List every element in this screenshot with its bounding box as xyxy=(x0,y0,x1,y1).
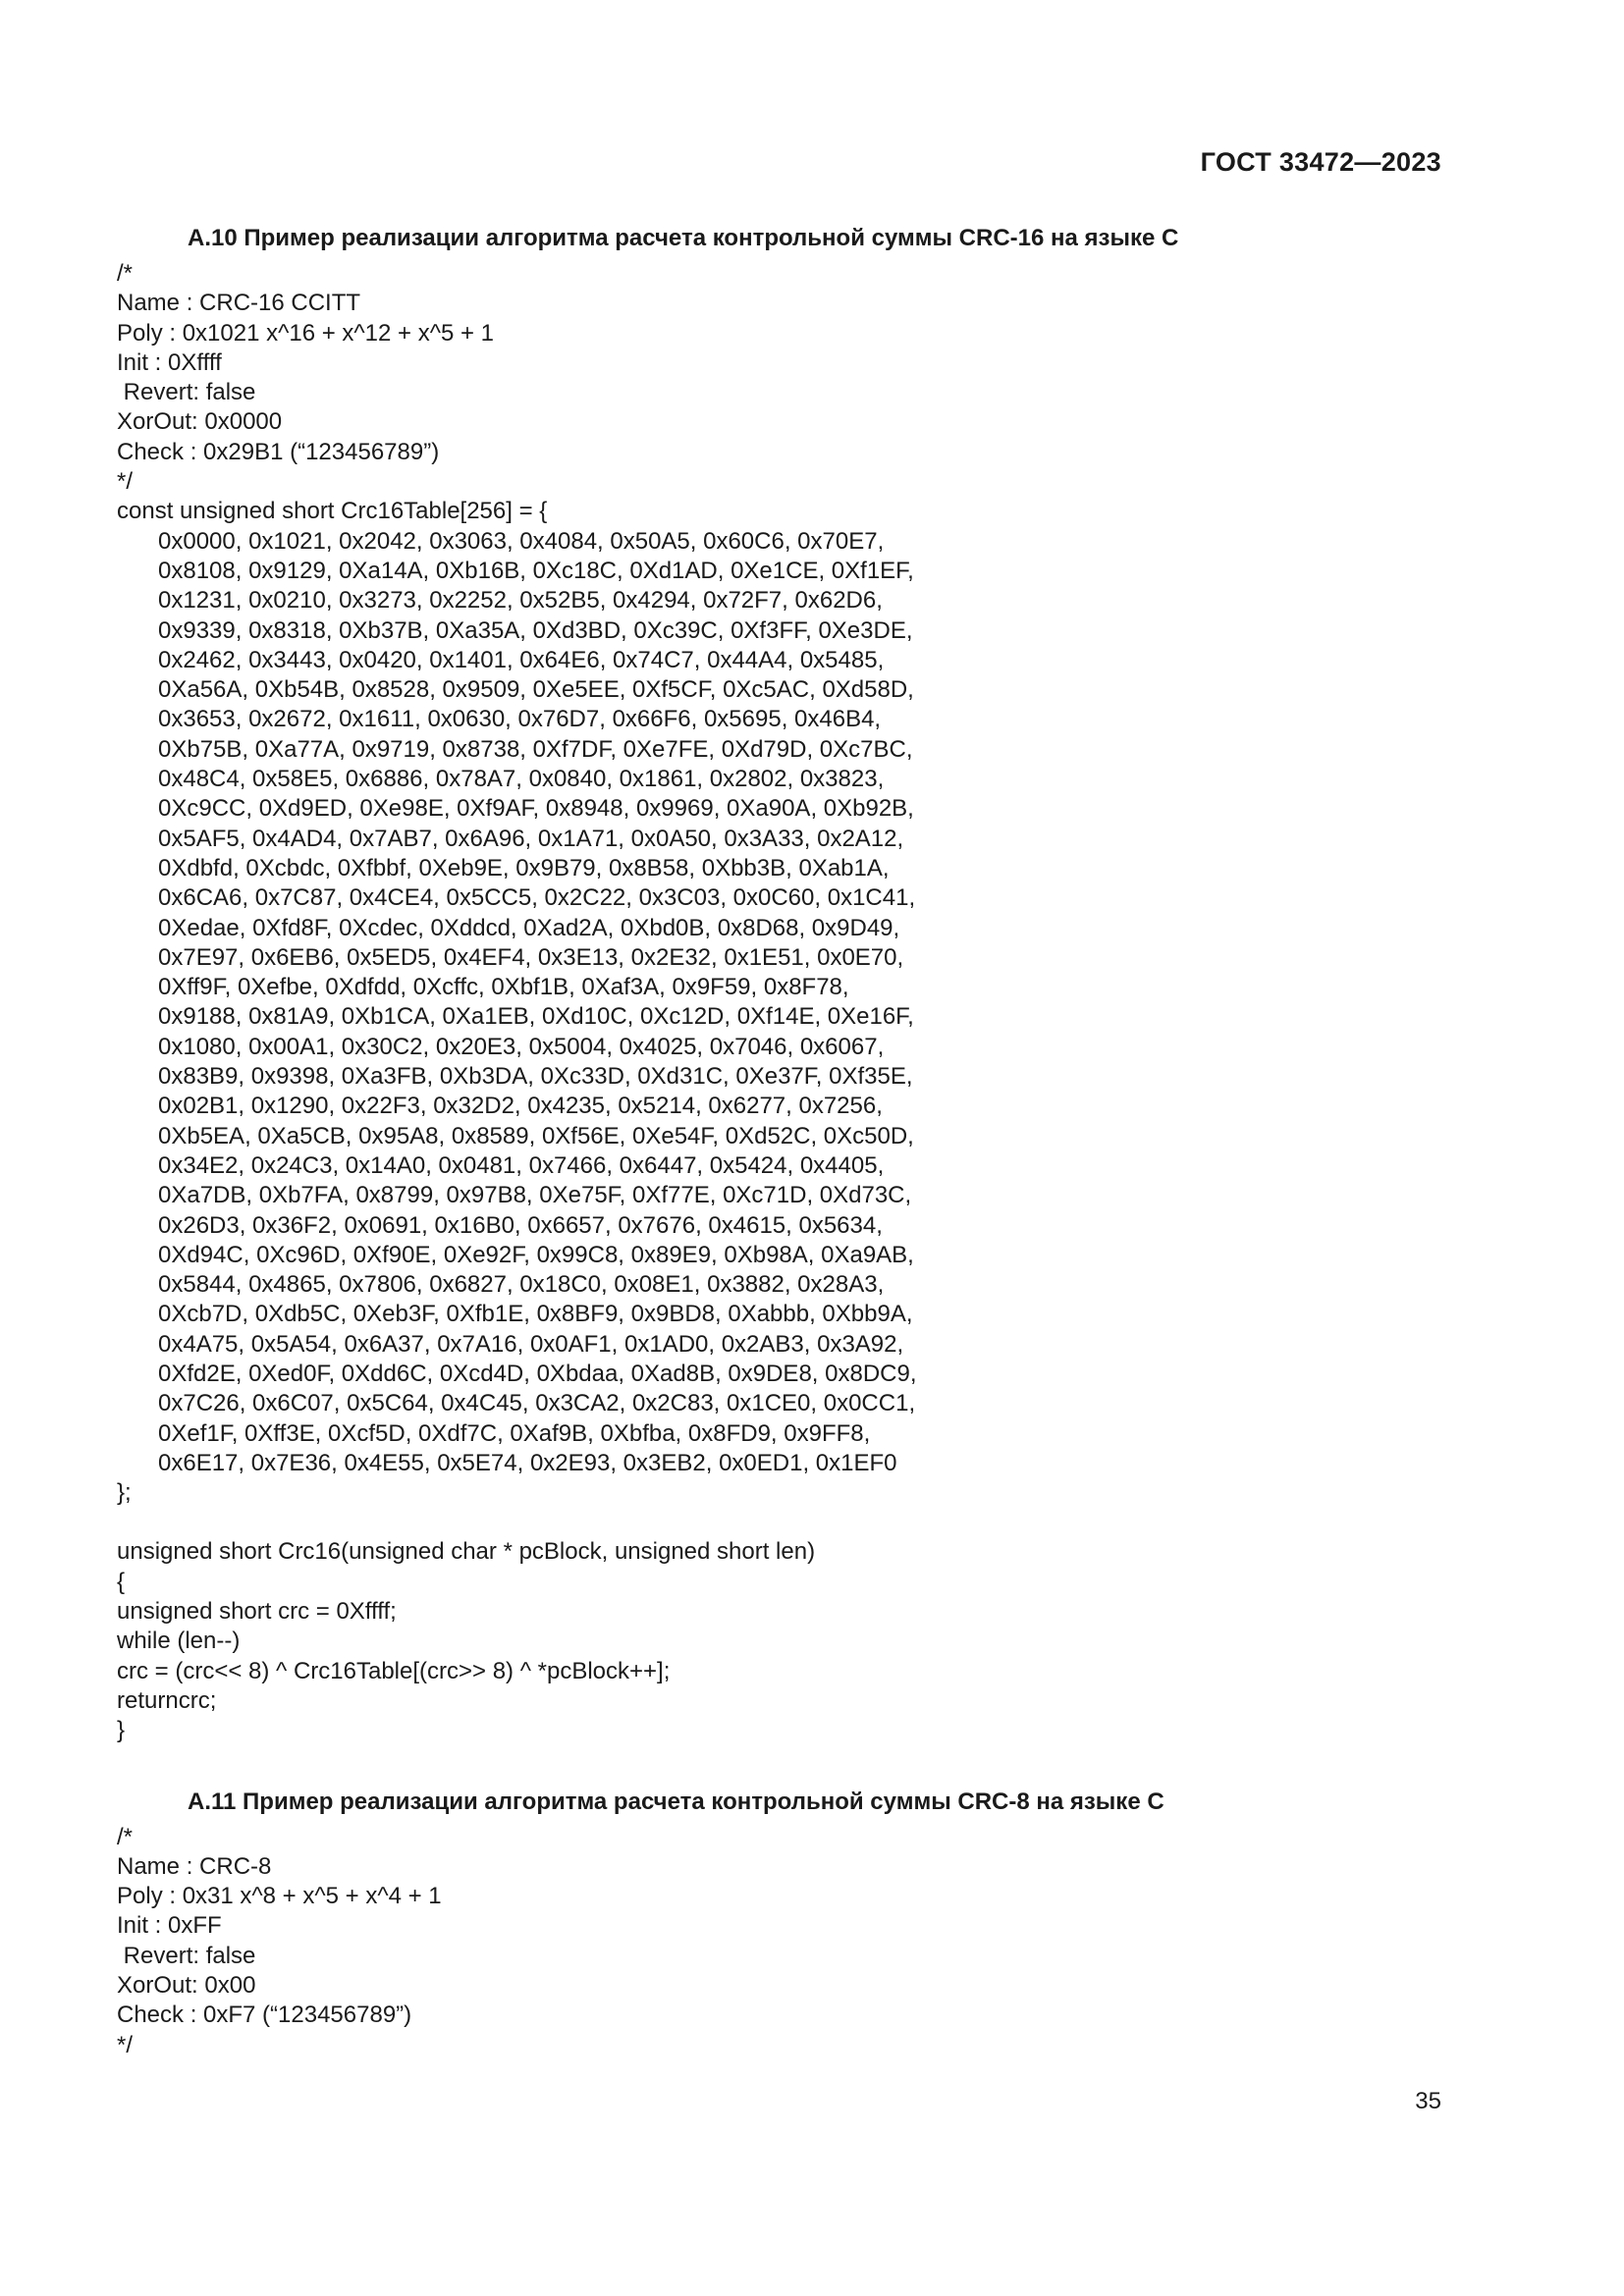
table-row: 0x2462, 0x3443, 0x0420, 0x1401, 0x64E6, 0x74C7, 0x44A4, 0x5485, xyxy=(158,646,885,673)
table-row: 0x1231, 0x0210, 0x3273, 0x2252, 0x52B5, 0x4294, 0x72F7, 0x62D6, xyxy=(158,587,883,614)
section-a11-title: А.11 Пример реализации алгоритма расчета контрольной суммы CRC-8 на языке С xyxy=(188,1788,1164,1815)
code-line: { xyxy=(117,1568,126,1595)
code-comment-line: XorOut: 0x0000 xyxy=(117,408,283,436)
table-row: 0x9339, 0x8318, 0Xb37B, 0Xa35A, 0Xd3BD, 0Xc39C, 0Xf3FF, 0Xe3DE, xyxy=(158,616,913,644)
code-line: unsigned short crc = 0Xffff; xyxy=(117,1598,397,1626)
table-row: 0x26D3, 0x36F2, 0x0691, 0x16B0, 0x6657, 0x7676, 0x4615, 0x5634, xyxy=(158,1211,883,1239)
code-comment-line: Poly : 0x31 x^8 + x^5 + x^4 + 1 xyxy=(117,1883,442,1910)
table-row: 0Xef1F, 0Xff3E, 0Xcf5D, 0Xdf7C, 0Xaf9B, 0Xbfba, 0x8FD9, 0x9FF8, xyxy=(158,1419,871,1447)
table-row: 0Xfd2E, 0Xed0F, 0Xdd6C, 0Xcd4D, 0Xbdaa, 0Xad8B, 0x9DE8, 0x8DC9, xyxy=(158,1360,917,1387)
code-comment-line: Revert: false xyxy=(117,379,256,406)
code-comment-line: Revert: false xyxy=(117,1942,256,1969)
section-a10-title: А.10 Пример реализации алгоритма расчета контрольной суммы CRC-16 на языке С xyxy=(188,225,1179,251)
table-row: 0Xdbfd, 0Xcbdc, 0Xfbbf, 0Xeb9E, 0x9B79, 0x8B58, 0Xbb3B, 0Xab1A, xyxy=(158,854,890,881)
code-comment-line: Init : 0Xffff xyxy=(117,348,222,376)
spacer xyxy=(117,1746,1472,1788)
table-row: 0x1080, 0x00A1, 0x30C2, 0x20E3, 0x5004, 0x4025, 0x7046, 0x6067, xyxy=(158,1033,885,1060)
crc16-table-rows xyxy=(117,527,1472,1479)
table-row: 0x5844, 0x4865, 0x7806, 0x6827, 0x18C0, 0x08E1, 0x3882, 0x28A3, xyxy=(158,1271,885,1299)
code-comment-line: Check : 0xF7 (“123456789”) xyxy=(117,2002,412,2029)
table-row: 0x6CA6, 0x7C87, 0x4CE4, 0x5CC5, 0x2C22, 0x3C03, 0x0C60, 0x1C41, xyxy=(158,884,916,912)
table-row: 0x3653, 0x2672, 0x1611, 0x0630, 0x76D7, 0x66F6, 0x5695, 0x46B4, xyxy=(158,706,882,733)
table-row: 0Xff9F, 0Xefbe, 0Xdfdd, 0Xcffc, 0Xbf1B, 0Xaf3A, 0x9F59, 0x8F78, xyxy=(158,974,849,1001)
table-row: 0x9188, 0x81A9, 0Xb1CA, 0Xa1EB, 0Xd10C, 0Xc12D, 0Xf14E, 0Xe16F, xyxy=(158,1003,914,1031)
table-row: 0x5AF5, 0x4AD4, 0x7AB7, 0x6A96, 0x1A71, 0x0A50, 0x3A33, 0x2A12, xyxy=(158,825,904,852)
page-number: 35 xyxy=(1415,2088,1441,2114)
code-comment-line: */ xyxy=(117,468,134,496)
table-row: 0x7E97, 0x6EB6, 0x5ED5, 0x4EF4, 0x3E13, 0x2E32, 0x1E51, 0x0E70, xyxy=(158,943,904,971)
table-row: 0x8108, 0x9129, 0Xa14A, 0Xb16B, 0Xc18C, 0Xd1AD, 0Xe1CE, 0Xf1EF, xyxy=(158,557,914,584)
page-content xyxy=(117,224,1472,2060)
crc16-function-block xyxy=(117,1537,1472,1745)
table-row: 0Xb75B, 0Xa77A, 0x9719, 0x8738, 0Xf7DF, 0Xe7FE, 0Xd79D, 0Xc7BC, xyxy=(158,735,913,763)
table-row: 0Xd94C, 0Xc96D, 0Xf90E, 0Xe92F, 0x99C8, 0x89E9, 0Xb98A, 0Xa9AB, xyxy=(158,1241,914,1268)
table-row: 0x6E17, 0x7E36, 0x4E55, 0x5E74, 0x2E93, 0x3EB2, 0x0ED1, 0x1EF0 xyxy=(158,1449,897,1476)
code-comment-line: Name : CRC-16 CCITT xyxy=(117,290,361,317)
table-row: 0Xcb7D, 0Xdb5C, 0Xeb3F, 0Xfb1E, 0x8BF9, 0x9BD8, 0Xabbb, 0Xbb9A, xyxy=(158,1301,913,1328)
code-line: } xyxy=(117,1717,126,1744)
document-id: ГОСТ 33472—2023 xyxy=(1200,147,1441,177)
table-row: 0x02B1, 0x1290, 0x22F3, 0x32D2, 0x4235, 0x5214, 0x6277, 0x7256, xyxy=(158,1093,883,1120)
code-comment-line: */ xyxy=(117,2031,134,2058)
code-comment-line: Init : 0xFF xyxy=(117,1912,222,1940)
table-row: 0x34E2, 0x24C3, 0x14A0, 0x0481, 0x7466, 0x6447, 0x5424, 0x4405, xyxy=(158,1151,885,1179)
code-line: crc = (crc<< 8) ^ Crc16Table[(crc>> 8) ^ *pcBlock++]; xyxy=(117,1657,671,1684)
table-close: }; xyxy=(117,1479,132,1507)
code-comment-line: Check : 0x29B1 (“123456789”) xyxy=(117,438,440,465)
table-row: 0Xc9CC, 0Xd9ED, 0Xe98E, 0Xf9AF, 0x8948, 0x9969, 0Xa90A, 0Xb92B, xyxy=(158,795,914,823)
table-row: 0x0000, 0x1021, 0x2042, 0x3063, 0x4084, 0x50A5, 0x60C6, 0x70E7, xyxy=(158,527,885,555)
code-comment-line: Poly : 0x1021 x^16 + x^12 + x^5 + 1 xyxy=(117,319,495,347)
table-declaration: const unsigned short Crc16Table[256] = { xyxy=(117,498,548,525)
table-row: 0x7C26, 0x6C07, 0x5C64, 0x4C45, 0x3CA2, 0x2C83, 0x1CE0, 0x0CC1, xyxy=(158,1390,916,1417)
table-row: 0Xedae, 0Xfd8F, 0Xcdec, 0Xddcd, 0Xad2A, 0Xbd0B, 0x8D68, 0x9D49, xyxy=(158,914,900,941)
code-comment-line: /* xyxy=(117,1823,134,1850)
table-row: 0Xa7DB, 0Xb7FA, 0x8799, 0x97B8, 0Xe75F, 0Xf77E, 0Xc71D, 0Xd73C, xyxy=(158,1182,912,1209)
table-row: 0x83B9, 0x9398, 0Xa3FB, 0Xb3DA, 0Xc33D, 0Xd31C, 0Xe37F, 0Xf35E, xyxy=(158,1063,913,1091)
code-line: returncrc; xyxy=(117,1686,217,1714)
code-comment-line: XorOut: 0x00 xyxy=(117,1972,256,2000)
a10-comment-block xyxy=(117,259,1472,497)
table-row: 0Xa56A, 0Xb54B, 0x8528, 0x9509, 0Xe5EE, 0Xf5CF, 0Xc5AC, 0Xd58D, xyxy=(158,676,914,704)
spacer xyxy=(117,1508,1472,1537)
table-row: 0x4A75, 0x5A54, 0x6A37, 0x7A16, 0x0AF1, 0x1AD0, 0x2AB3, 0x3A92, xyxy=(158,1330,904,1358)
code-comment-line: /* xyxy=(117,260,134,287)
code-line: unsigned short Crc16(unsigned char * pcBlock, unsigned short len) xyxy=(117,1538,816,1566)
table-row: 0Xb5EA, 0Xa5CB, 0x95A8, 0x8589, 0Xf56E, 0Xe54F, 0Xd52C, 0Xc50D, xyxy=(158,1122,914,1149)
code-comment-line: Name : CRC-8 xyxy=(117,1852,272,1880)
code-line: while (len--) xyxy=(117,1628,241,1655)
a11-comment-block xyxy=(117,1823,1472,2060)
table-row: 0x48C4, 0x58E5, 0x6886, 0x78A7, 0x0840, 0x1861, 0x2802, 0x3823, xyxy=(158,766,885,793)
